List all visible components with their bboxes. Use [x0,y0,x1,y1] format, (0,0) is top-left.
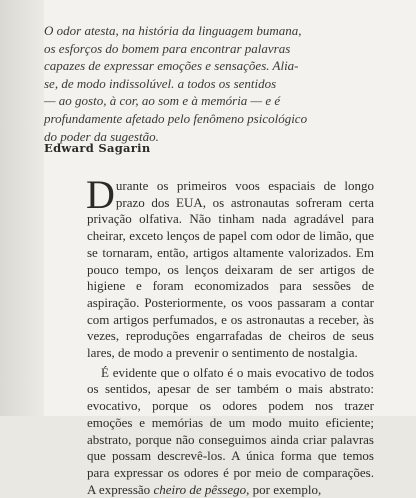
paragraph-text: urante os primeiros voos espaciais de longo prazo dos EUA, os astronautas sofreram certa privação olfativa. Não tinham nada agradável para cheirar, exceto lenços de papel com odor de limão, que se tornaram, então, artigos altamente valorizados. Em pouco tempo, os lenços deixaram de ser artigos de higiene e foram economizados para sessões de aspiração. Posteriormente, os voos passaram a contar com artigos perfumados, e os astronautas a receber, às vezes, reproduções engarrafadas de cheiros de seus lares, de modo a prevenir o sentimento de nostalgia. [87,178,374,361]
body-text [86,172,374,498]
paragraph-text: É evidente que o olfato é o mais evocativo de todos os sentidos, apesar de ser também o mais abstrato: evocativo, porque os odores podem nos trazer emoções e memórias de um modo muito eficiente; abstrato, porque não conseguimos ainda criar palavras que possam descrevê-los. A única forma que temos para expressar os odores é por meio de comparações. A expressão [87,364,374,497]
drop-cap: D [86,172,115,217]
epigraph-line: O odor atesta, na história da linguagem bumana, [44,23,302,38]
epigraph-line: do poder da sugestão. [44,128,159,144]
epigraph-line: os esforços do bomem para encontrar palavras [44,40,291,56]
paragraph [86,172,374,362]
epigraph-line: se, de modo indissolúvel. a todos os sentidos [44,75,277,91]
epigraph-author: Edward Sagarin [44,141,151,155]
epigraph-line: capazes de expressar emoções e sensações. Alia- [44,58,299,74]
epigraph [44,22,334,145]
paragraph-text: , por exemplo, [246,481,322,497]
italic-phrase: cheiro de pêssego [153,481,247,497]
book-gutter [0,0,44,416]
epigraph-line: — ao gosto, à cor, ao som e à memória — e é [44,93,281,109]
paragraph [87,365,374,498]
epigraph-line: profundamente afetado pelo fenômeno psicológico [44,110,308,126]
